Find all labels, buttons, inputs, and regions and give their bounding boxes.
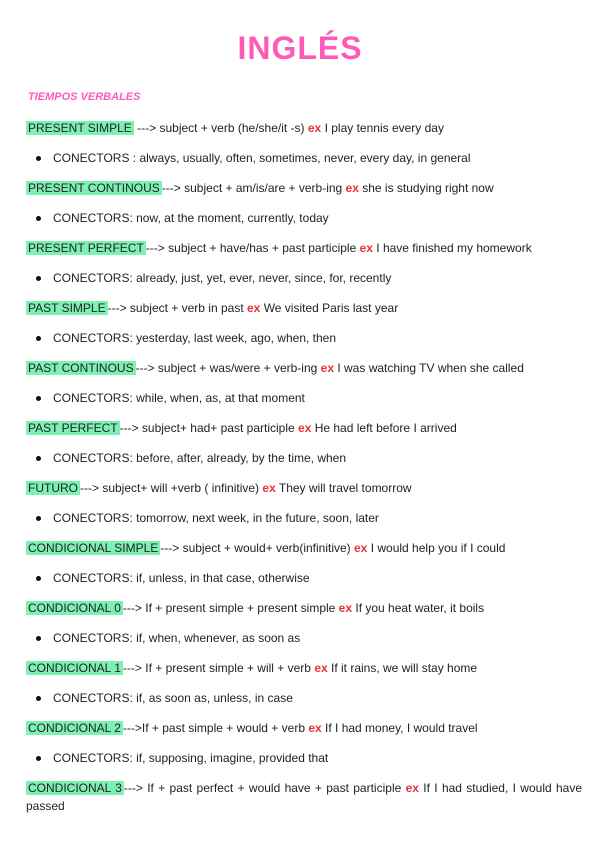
connectors-item <box>26 689 582 707</box>
tense-row <box>26 539 582 557</box>
connectors-item <box>26 329 582 347</box>
bullet-icon <box>36 516 41 521</box>
tense-example: If I had money, I would travel <box>321 721 478 735</box>
tense-name-highlight: CONDICIONAL 3 <box>28 781 122 795</box>
tense-formula: --->If + past simple + would + verb <box>122 721 309 735</box>
connectors-item <box>26 449 582 467</box>
connectors-text: CONECTORS: now, at the moment, currently, today <box>53 211 329 225</box>
tense-name-highlight: CONDICIONAL 0 <box>28 601 121 615</box>
example-label: ex <box>354 541 368 555</box>
connectors-text: CONECTORS: if, as soon as, unless, in case <box>53 691 293 705</box>
connectors-item <box>26 389 582 407</box>
tense-example: If I had studied, I would have passed <box>26 781 582 813</box>
connectors-item <box>26 509 582 527</box>
tense-row <box>26 779 582 815</box>
tense-row <box>26 239 582 257</box>
tense-example: she is studying right now <box>358 181 494 195</box>
tense-example: We visited Paris last year <box>260 301 399 315</box>
bullet-icon <box>36 336 41 341</box>
tense-row <box>26 299 582 317</box>
page-title: INGLÉS <box>237 30 363 66</box>
tense-name-highlight: PAST CONTINOUS <box>28 361 134 375</box>
connectors-item <box>26 569 582 587</box>
example-label: ex <box>247 301 261 315</box>
example-label: ex <box>345 181 359 195</box>
bullet-icon <box>36 456 41 461</box>
tense-name-highlight: PAST PERFECT <box>28 421 118 435</box>
tense-formula: ---> subject + am/is/are + verb-ing <box>161 181 346 195</box>
tense-row <box>26 419 582 437</box>
bullet-icon <box>36 636 41 641</box>
connectors-text: CONECTORS: before, after, already, by the time, when <box>53 451 347 465</box>
connectors-text: CONECTORS: if, when, whenever, as soon as <box>53 631 301 645</box>
example-label: ex <box>298 421 312 435</box>
connectors-item <box>26 209 582 227</box>
connectors-item <box>26 749 582 767</box>
tense-example: I would help you if I could <box>367 541 506 555</box>
connectors-item <box>26 629 582 647</box>
tense-name-highlight: CONDICIONAL 2 <box>28 721 121 735</box>
example-label: ex <box>307 121 322 135</box>
tense-formula: ---> subject + verb (he/she/it -s) <box>133 121 308 135</box>
tense-row <box>26 179 582 197</box>
tense-row <box>26 599 582 617</box>
tense-formula: ---> subject + was/were + verb-ing <box>135 361 321 375</box>
tense-example: If it rains, we will stay home <box>327 661 478 675</box>
example-label: ex <box>359 241 373 255</box>
connectors-text: CONECTORS: already, just, yet, ever, never, since, for, recently <box>53 271 392 285</box>
bullet-icon <box>36 276 41 281</box>
tense-formula: ---> subject+ will +verb ( infinitive) <box>80 481 263 495</box>
bullet-icon <box>36 156 41 161</box>
tense-name-highlight: FUTURO <box>28 481 78 495</box>
tense-formula: ---> subject+ had+ past participle <box>119 421 299 435</box>
tense-row <box>26 479 582 497</box>
tense-formula: ---> If + past perfect + would have + past participle <box>123 781 406 795</box>
tense-example: He had left before I arrived <box>311 421 457 435</box>
tense-example: They will travel tomorrow <box>275 481 412 495</box>
tense-formula: ---> subject + verb in past <box>107 301 247 315</box>
connectors-item <box>26 149 582 167</box>
example-label: ex <box>308 721 322 735</box>
connectors-text: CONECTORS: tomorrow, next week, in the future, soon, later <box>53 511 379 525</box>
tense-name-highlight: PRESENT PERFECT <box>28 241 144 255</box>
tense-formula: ---> If + present simple + present simple <box>122 601 339 615</box>
tenses-list <box>26 119 582 815</box>
tense-formula: ---> If + present simple + will + verb <box>122 661 315 675</box>
tense-name-highlight: PRESENT CONTINOUS <box>28 181 160 195</box>
bullet-icon <box>36 396 41 401</box>
tense-example: If you heat water, it boils <box>352 601 485 615</box>
tense-name-highlight: PRESENT SIMPLE <box>28 121 132 135</box>
tense-row <box>26 119 582 137</box>
tense-example: I was watching TV when she called <box>334 361 524 375</box>
connectors-text: CONECTORS: yesterday, last week, ago, when, then <box>53 331 337 345</box>
bullet-icon <box>36 216 41 221</box>
example-label: ex <box>405 781 419 795</box>
connectors-text: CONECTORS: if, supposing, imagine, provided that <box>53 751 329 765</box>
example-label: ex <box>338 601 353 615</box>
bullet-icon <box>36 696 41 701</box>
tense-row <box>26 659 582 677</box>
tense-row <box>26 359 582 377</box>
connectors-text: CONECTORS: if, unless, in that case, otherwise <box>53 571 310 585</box>
tense-formula: ---> subject + would+ verb(infinitive) <box>160 541 354 555</box>
tense-example: I play tennis every day <box>321 121 444 135</box>
tense-example: I have finished my homework <box>372 241 532 255</box>
bullet-icon <box>36 756 41 761</box>
example-label: ex <box>262 481 276 495</box>
example-label: ex <box>320 361 335 375</box>
connectors-text: CONECTORS : always, usually, often, sometimes, never, every day, in general <box>53 151 471 165</box>
bullet-icon <box>36 576 41 581</box>
section-subtitle: TIEMPOS VERBALES <box>28 91 141 103</box>
connectors-text: CONECTORS: while, when, as, at that moment <box>53 391 305 405</box>
tense-name-highlight: CONDICIONAL SIMPLE <box>28 541 159 555</box>
tense-formula: ---> subject + have/has + past participle <box>145 241 360 255</box>
tense-name-highlight: PAST SIMPLE <box>28 301 106 315</box>
tense-name-highlight: CONDICIONAL 1 <box>28 661 121 675</box>
tense-row <box>26 719 582 737</box>
connectors-item <box>26 269 582 287</box>
example-label: ex <box>314 661 328 675</box>
